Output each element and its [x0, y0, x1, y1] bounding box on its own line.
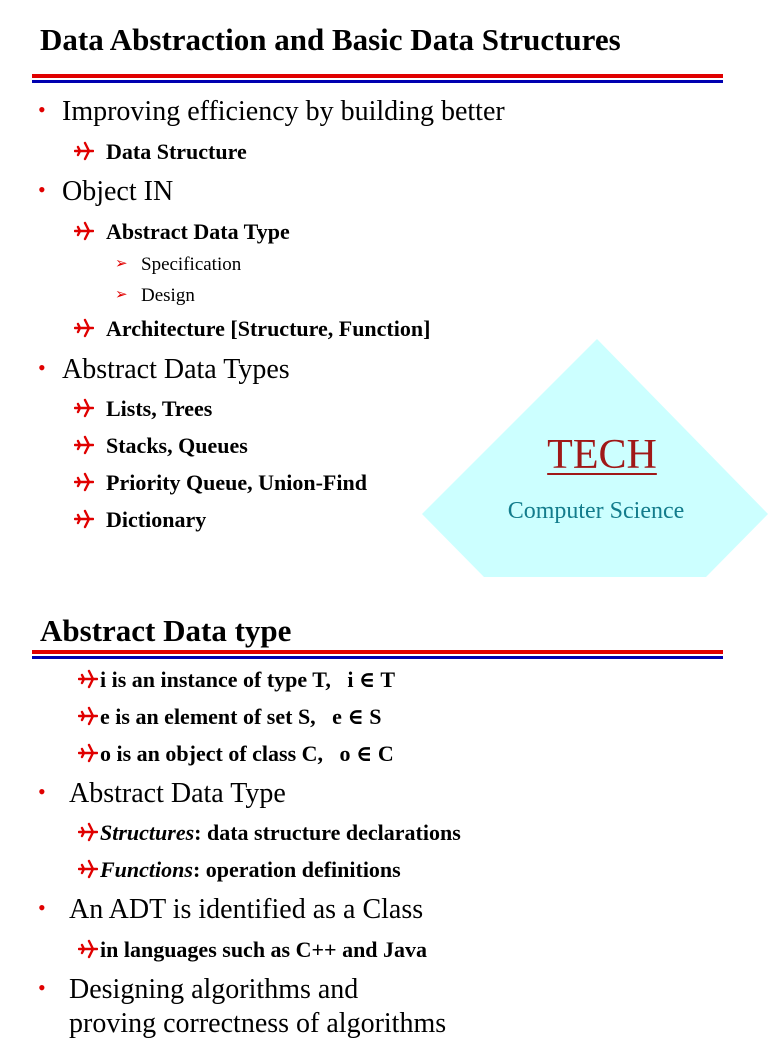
slide1-bullet-efficiency: • Improving efficiency by building better — [38, 96, 505, 127]
bullet-dot-icon: • — [38, 779, 46, 804]
slide1-sub-abstract-data-type: Abstract Data Type — [74, 221, 290, 243]
slide2-sub-structures: Structures: data structure declarations — [78, 822, 461, 844]
airplane-icon — [74, 398, 94, 418]
bullet-dot-icon: • — [38, 355, 46, 380]
airplane-icon — [78, 706, 98, 726]
slide2-sub-languages: in languages such as C++ and Java — [78, 939, 427, 961]
bullet-dot-icon: • — [38, 975, 46, 1000]
airplane-icon — [78, 859, 98, 879]
slide2-bullet-designing: • Designing algorithms and — [38, 974, 359, 1005]
slide1-bullet-adt: • Abstract Data Types — [38, 354, 290, 385]
airplane-icon — [74, 472, 94, 492]
slide2-bullet-adt: • Abstract Data Type — [38, 778, 286, 809]
airplane-icon — [74, 221, 94, 241]
slide1-title-rule — [32, 74, 723, 84]
slide2-def-element: e is an element of set S, e ∈ S — [78, 706, 381, 728]
bullet-dot-icon: • — [38, 97, 46, 122]
slide1-sub-architecture: Architecture [Structure, Function] — [74, 318, 430, 340]
bullet-dot-icon: • — [38, 895, 46, 920]
slide1-sub-stacks-queues: Stacks, Queues — [74, 435, 248, 457]
airplane-icon — [74, 141, 94, 161]
tech-logo-subtitle: Computer Science — [507, 498, 685, 524]
chevron-arrow-icon: ➢ — [115, 287, 128, 303]
airplane-icon — [78, 939, 98, 959]
slide2-def-instance: i is an instance of type T, i ∈ T — [78, 669, 395, 691]
slide1-sub-data-structure: Data Structure — [74, 141, 247, 163]
slide1-bullet-object-in: • Object IN — [38, 176, 174, 207]
slide1-subsub-specification: ➢ Specification — [115, 254, 242, 275]
slide1-subsub-design: ➢ Design — [115, 285, 195, 306]
slide2-def-object: o is an object of class C, o ∈ C — [78, 743, 394, 765]
chevron-arrow-icon: ➢ — [115, 256, 128, 272]
slide2-title-rule — [32, 650, 723, 660]
slide1-sub-dictionary: Dictionary — [74, 509, 206, 531]
airplane-icon — [74, 318, 94, 338]
airplane-icon — [74, 509, 94, 529]
tech-logo-diamond — [422, 339, 768, 577]
airplane-icon — [78, 822, 98, 842]
slide1-title: Data Abstraction and Basic Data Structures — [40, 22, 621, 57]
slide1-sub-lists-trees: Lists, Trees — [74, 398, 212, 420]
bullet-dot-icon: • — [38, 177, 46, 202]
airplane-icon — [74, 435, 94, 455]
slide2-title: Abstract Data type — [40, 613, 292, 648]
slide2-sub-functions: Functions: operation definitions — [78, 859, 401, 881]
airplane-icon — [78, 669, 98, 689]
slide2-bullet-class: • An ADT is identified as a Class — [38, 894, 424, 925]
slide1-sub-priority-queue: Priority Queue, Union-Find — [74, 472, 367, 494]
airplane-icon — [78, 743, 98, 763]
slide2-bullet-designing-cont: proving correctness of algorithms — [69, 1008, 447, 1039]
tech-logo-title: TECH — [547, 432, 657, 478]
